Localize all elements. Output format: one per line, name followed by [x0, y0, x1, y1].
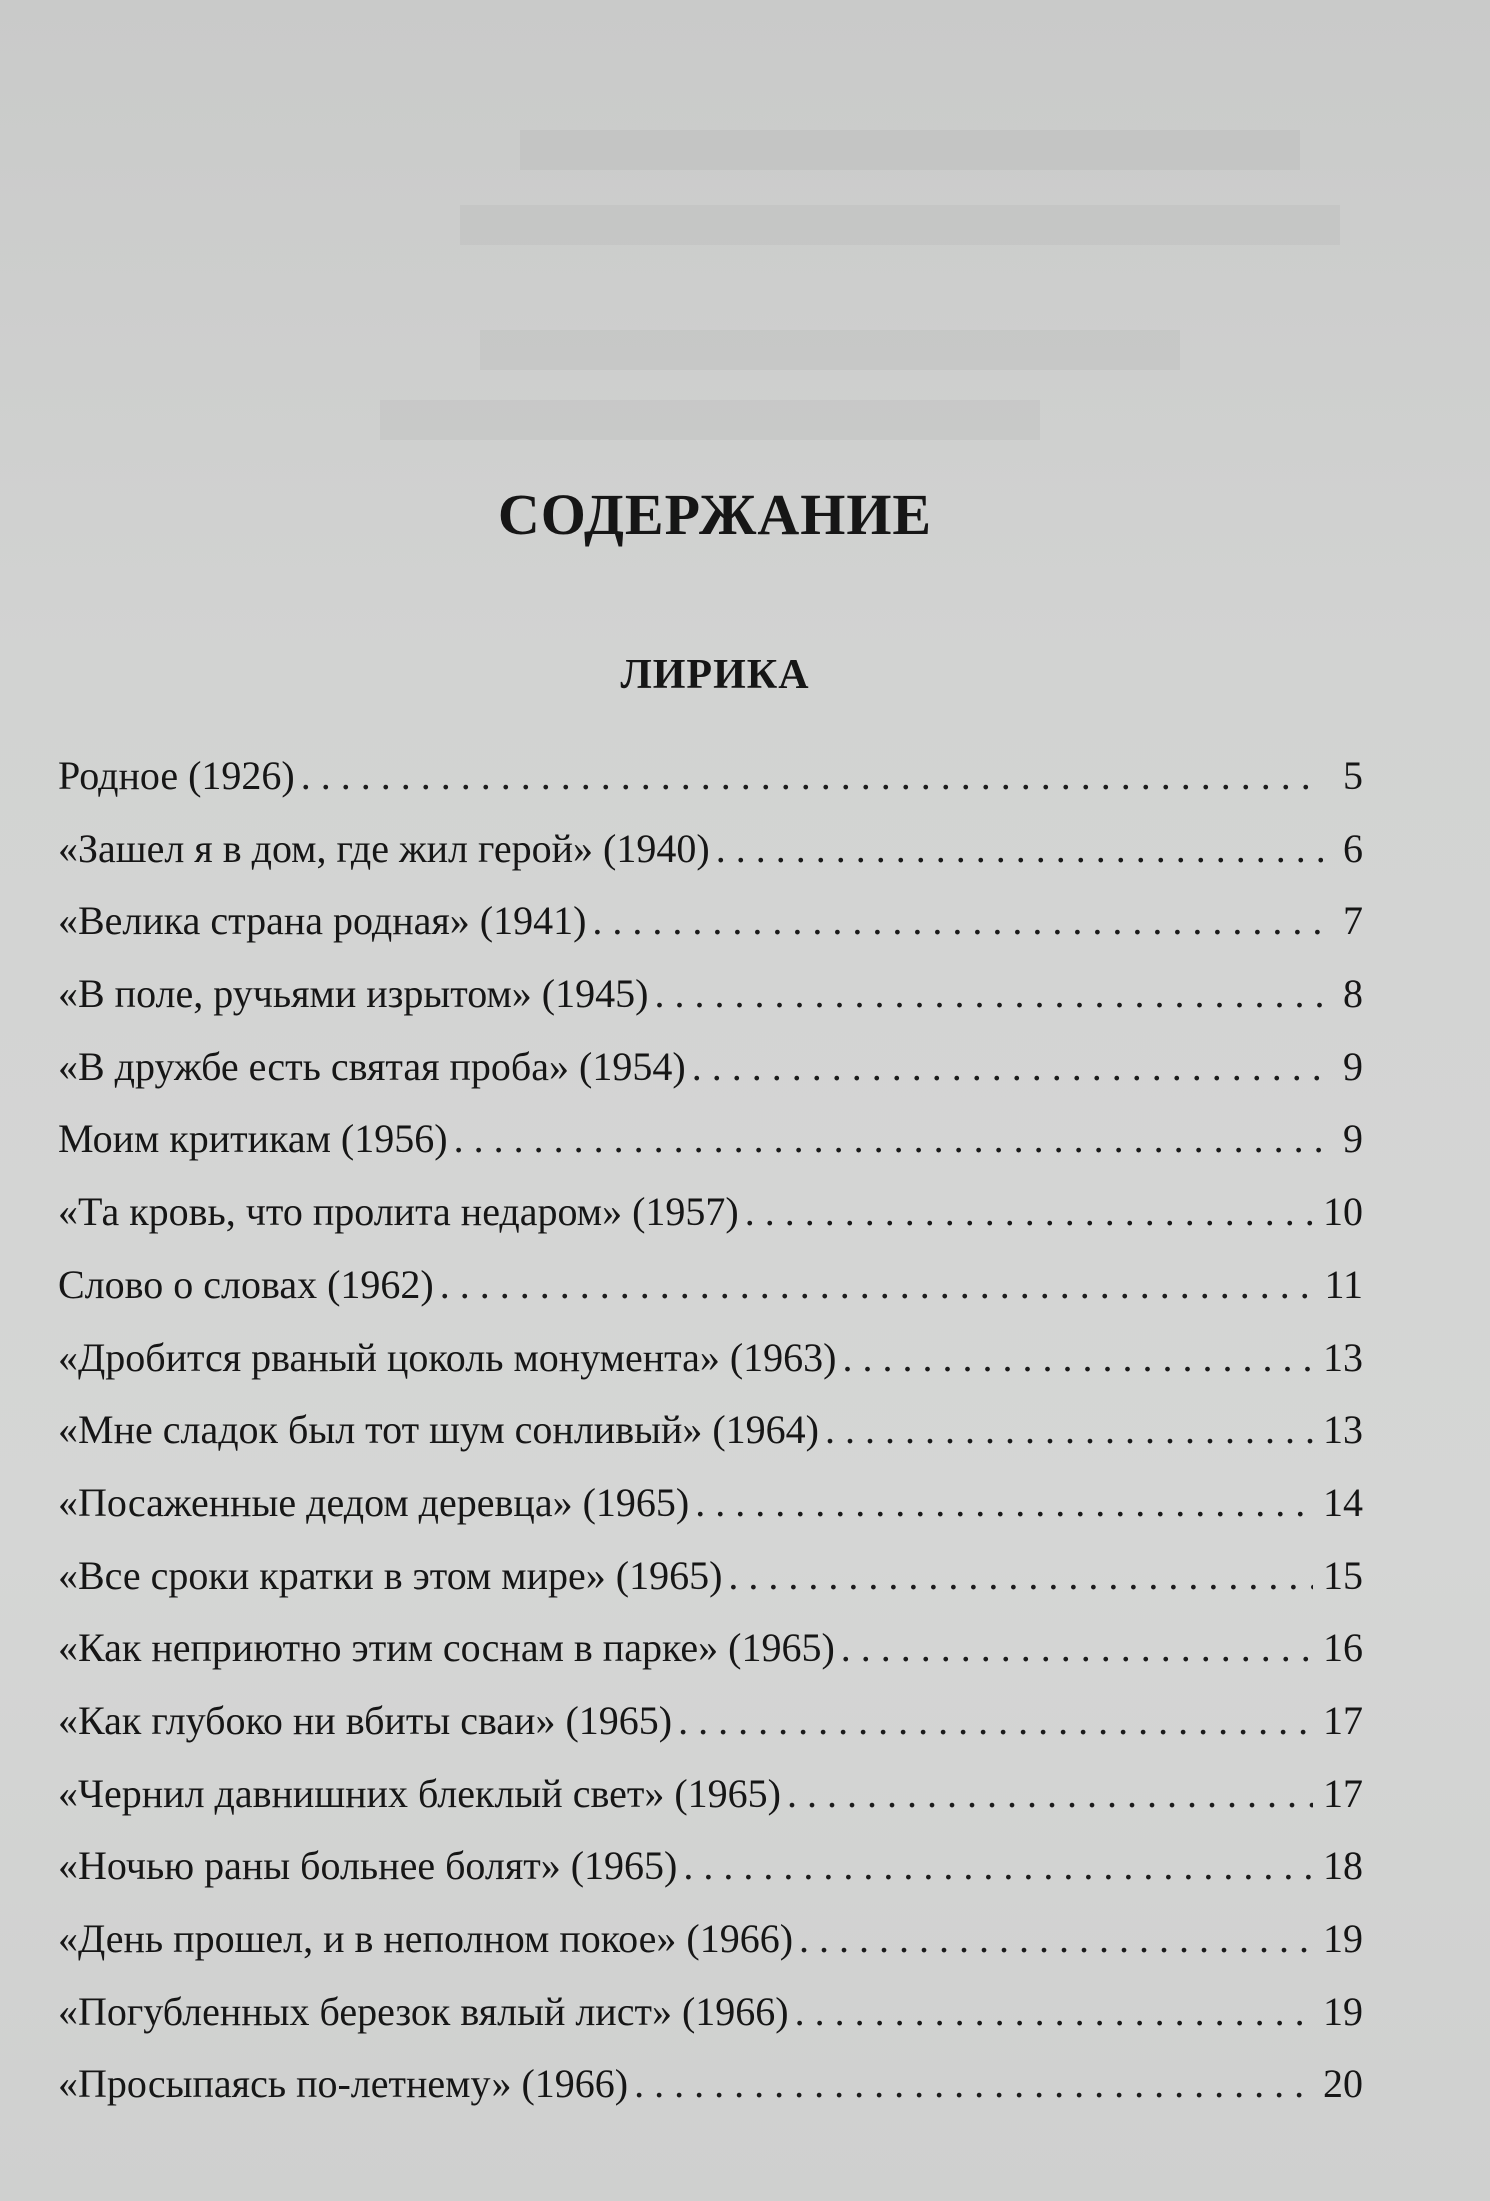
toc-entry-page-number: 13: [1323, 1407, 1363, 1453]
toc-entry: [58, 1322, 1363, 1395]
toc-entry-title: «Ночью раны больнее болят» (1965): [58, 1843, 678, 1889]
toc-entry-page-number: 14: [1323, 1479, 1363, 1525]
toc-entry: [58, 1685, 1363, 1758]
toc-entry-page-number: 19: [1323, 1988, 1363, 2034]
toc-entry-title: «Просыпаясь по-летнему» (1966): [58, 2061, 629, 2107]
dot-leader: [799, 1903, 1313, 1975]
toc-entry: [58, 1612, 1363, 1685]
toc-entry-page-number: 18: [1323, 1843, 1363, 1889]
toc-entry: [58, 958, 1363, 1031]
dot-leader: [716, 813, 1323, 885]
toc-entry-page-number: 20: [1323, 2061, 1363, 2107]
toc-entry: [58, 1103, 1363, 1176]
toc-entry-title: «В поле, ручьями изрытом» (1945): [58, 971, 649, 1017]
toc-entry-title: «Та кровь, что пролита недаром» (1957): [58, 1189, 739, 1235]
toc-entry-page-number: 19: [1323, 1916, 1363, 1961]
dot-leader: [634, 2048, 1313, 2120]
dot-leader: [440, 1249, 1315, 1321]
toc-entry-title: Родное (1926): [58, 753, 295, 798]
toc-entry: [58, 885, 1363, 958]
table-of-contents: [58, 740, 1363, 2121]
toc-entry-page-number: 5: [1343, 753, 1363, 798]
toc-entry-title: «В дружбе есть святая проба» (1954): [58, 1043, 686, 1089]
toc-entry: [58, 2048, 1363, 2121]
bleed-through-shadow: [380, 400, 1040, 440]
toc-entry: [58, 740, 1363, 813]
toc-entry-page-number: 6: [1343, 825, 1363, 871]
toc-entry-title: «Посаженные дедом деревца» (1965): [58, 1479, 690, 1525]
dot-leader: [745, 1176, 1313, 1248]
page-title: СОДЕРЖАНИЕ: [497, 482, 933, 547]
section-title: ЛИРИКА: [620, 652, 810, 698]
toc-entry-page-number: 13: [1323, 1334, 1363, 1380]
dot-leader: [728, 1540, 1313, 1612]
dot-leader: [842, 1322, 1313, 1394]
dot-leader: [787, 1758, 1313, 1830]
dot-leader: [654, 958, 1323, 1030]
toc-entry-page-number: 10: [1323, 1189, 1363, 1235]
toc-entry-page-number: 7: [1343, 898, 1363, 944]
toc-entry: [58, 1976, 1363, 2049]
toc-entry-title: Слово о словах (1962): [58, 1261, 434, 1307]
dot-leader: [678, 1685, 1313, 1757]
toc-entry: [58, 1031, 1363, 1104]
toc-entry-page-number: 11: [1324, 1261, 1363, 1307]
dot-leader: [825, 1394, 1313, 1466]
toc-entry-page-number: 16: [1323, 1625, 1363, 1671]
bleed-through-shadow: [460, 205, 1340, 245]
toc-entry-page-number: 17: [1323, 1770, 1363, 1816]
toc-entry-title: Моим критикам (1956): [58, 1116, 448, 1162]
toc-entry: [58, 1249, 1363, 1322]
toc-entry: [58, 1394, 1363, 1467]
dot-leader: [795, 1976, 1313, 2048]
toc-entry-page-number: 9: [1343, 1043, 1363, 1089]
toc-entry-title: «Чернил давнишних блеклый свет» (1965): [58, 1770, 781, 1816]
toc-entry-page-number: 8: [1343, 971, 1363, 1017]
toc-entry-title: «Велика страна родная» (1941): [58, 898, 587, 944]
toc-entry: [58, 813, 1363, 886]
toc-entry: [58, 1176, 1363, 1249]
dot-leader: [841, 1612, 1313, 1684]
dot-leader: [695, 1467, 1313, 1539]
toc-entry: [58, 1758, 1363, 1831]
toc-entry: [58, 1540, 1363, 1613]
toc-entry: [58, 1830, 1363, 1903]
toc-entry-title: «Зашел я в дом, где жил герой» (1940): [58, 825, 710, 871]
dot-leader: [692, 1031, 1323, 1103]
toc-entry-title: «День прошел, и в неполном покое» (1966): [58, 1916, 794, 1961]
dot-leader: [454, 1103, 1323, 1175]
toc-entry-title: «Дробится рваный цоколь монумента» (1963): [58, 1334, 837, 1380]
dot-leader: [301, 740, 1323, 812]
toc-entry: [58, 1467, 1363, 1540]
dot-leader: [592, 885, 1323, 957]
toc-entry-title: «Как глубоко ни вбиты сваи» (1965): [58, 1697, 673, 1743]
bleed-through-shadow: [520, 130, 1300, 170]
toc-entry-title: «Мне сладок был тот шум сонливый» (1964): [58, 1407, 819, 1453]
toc-entry-page-number: 15: [1323, 1552, 1363, 1598]
toc-entry-page-number: 9: [1343, 1116, 1363, 1162]
toc-entry: [58, 1903, 1363, 1976]
toc-entry-title: «Как неприютно этим соснам в парке» (1965): [58, 1625, 835, 1671]
toc-entry-page-number: 17: [1323, 1697, 1363, 1743]
toc-entry-title: «Все сроки кратки в этом мире» (1965): [58, 1552, 723, 1598]
dot-leader: [683, 1830, 1313, 1902]
toc-entry-title: «Погубленных березок вялый лист» (1966): [58, 1988, 789, 2034]
bleed-through-shadow: [480, 330, 1180, 370]
